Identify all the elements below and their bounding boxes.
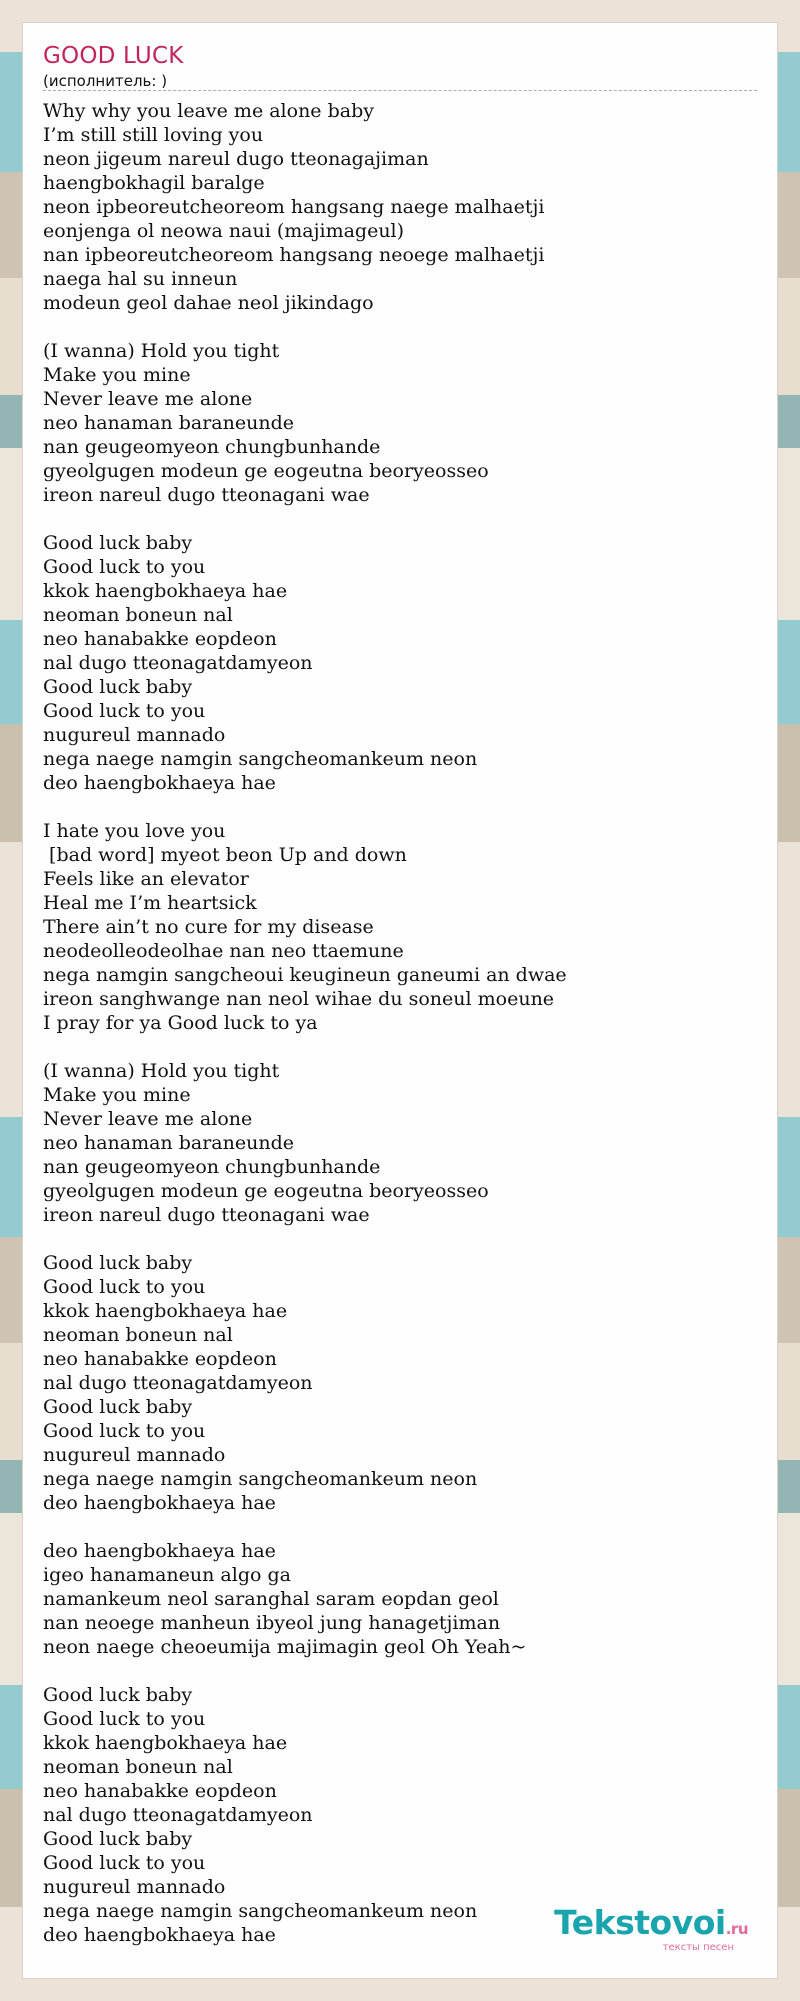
lyric-line: neon naege cheoeumija majimagin geol Oh Yeah~	[43, 1636, 527, 1658]
stanza-gap	[43, 1035, 759, 1059]
lyric-line: There ain’t no cure for my disease	[43, 916, 374, 938]
lyric-line: Make you mine	[43, 364, 191, 386]
lyric-line: deo haengbokhaeya hae	[43, 772, 276, 794]
song-artist-subtitle: (исполнитель: )	[43, 72, 168, 90]
lyric-line: kkok haengbokhaeya hae	[43, 1300, 288, 1322]
lyric-line: ireon nareul dugo tteonagani wae	[43, 484, 370, 506]
lyric-line: Good luck to you	[43, 556, 206, 578]
lyric-line: Good luck baby	[43, 1684, 193, 1706]
lyric-line: neodeolleodeolhae nan neo ttaemune	[43, 940, 404, 962]
lyric-line: [bad word] myeot beon Up and down	[43, 844, 407, 866]
lyric-line: Heal me I’m heartsick	[43, 892, 257, 914]
song-title: GOOD LUCK	[43, 43, 184, 69]
lyric-line: Good luck baby	[43, 1252, 193, 1274]
stanza-gap	[43, 315, 759, 339]
logo-name: Tekstovoi	[554, 1903, 726, 1942]
lyric-line: neon ipbeoreutcheoreom hangsang naege malhaetji	[43, 196, 545, 218]
lyric-line: Good luck to you	[43, 1852, 206, 1874]
lyric-line: deo haengbokhaeya hae	[43, 1540, 276, 1562]
lyric-line: gyeolgugen modeun ge eogeutna beoryeosseo	[43, 1180, 489, 1202]
logo-tld: .ru	[725, 1920, 748, 1938]
lyrics-body	[43, 99, 759, 1947]
lyric-line: gyeolgugen modeun ge eogeutna beoryeosseo	[43, 460, 489, 482]
lyric-line: I’m still still loving you	[43, 124, 264, 146]
lyric-line: Good luck to you	[43, 1420, 206, 1442]
lyric-line: Good luck baby	[43, 676, 193, 698]
site-logo[interactable]	[554, 1903, 748, 1953]
lyric-line: modeun geol dahae neol jikindago	[43, 292, 374, 314]
lyric-line: Never leave me alone	[43, 388, 253, 410]
lyric-line: Make you mine	[43, 1084, 191, 1106]
stanza-gap	[43, 1227, 759, 1251]
stanza-gap	[43, 1515, 759, 1539]
lyric-line: nan ipbeoreutcheoreom hangsang neoege malhaetji	[43, 244, 545, 266]
lyric-line: nan geugeomyeon chungbunhande	[43, 436, 381, 458]
lyric-line: deo haengbokhaeya hae	[43, 1492, 276, 1514]
lyric-line: neon jigeum nareul dugo tteonagajiman	[43, 148, 429, 170]
lyric-line: Good luck baby	[43, 532, 193, 554]
lyric-line: deo haengbokhaeya hae	[43, 1924, 276, 1946]
lyric-line: I hate you love you	[43, 820, 226, 842]
lyric-line: nega namgin sangcheoui keugineun ganeumi an dwae	[43, 964, 567, 986]
lyric-line: Good luck baby	[43, 1396, 193, 1418]
lyric-line: naega hal su inneun	[43, 268, 238, 290]
lyric-line: ireon sanghwange nan neol wihae du soneul moeune	[43, 988, 555, 1010]
lyric-line: neo hanabakke eopdeon	[43, 1348, 277, 1370]
lyric-line: nega naege namgin sangcheomankeum neon	[43, 1900, 478, 1922]
lyric-line: neo hanaman baraneunde	[43, 412, 294, 434]
lyric-line: nega naege namgin sangcheomankeum neon	[43, 748, 478, 770]
lyric-line: neoman boneun nal	[43, 1756, 233, 1778]
lyric-line: neo hanaman baraneunde	[43, 1132, 294, 1154]
lyric-line: nal dugo tteonagatdamyeon	[43, 1804, 313, 1826]
stanza-gap	[43, 795, 759, 819]
lyric-line: neoman boneun nal	[43, 604, 233, 626]
stanza-gap	[43, 1659, 759, 1683]
lyric-line: Good luck to you	[43, 1708, 206, 1730]
lyric-line: nugureul mannado	[43, 724, 226, 746]
lyric-line: Good luck baby	[43, 1828, 193, 1850]
lyric-line: nan geugeomyeon chungbunhande	[43, 1156, 381, 1178]
lyric-line: igeo hanamaneun algo ga	[43, 1564, 291, 1586]
lyric-line: nugureul mannado	[43, 1876, 226, 1898]
lyric-line: neo hanabakke eopdeon	[43, 1780, 277, 1802]
lyric-line: (I wanna) Hold you tight	[43, 1060, 280, 1082]
lyric-line: haengbokhagil baralge	[43, 172, 265, 194]
stanza-gap	[43, 507, 759, 531]
lyric-line: eonjenga ol neowa naui (majimageul)	[43, 220, 405, 242]
lyric-line: Good luck to you	[43, 700, 206, 722]
lyric-line: kkok haengbokhaeya hae	[43, 1732, 288, 1754]
lyric-line: Never leave me alone	[43, 1108, 253, 1130]
lyric-line: nal dugo tteonagatdamyeon	[43, 1372, 313, 1394]
lyric-line: Good luck to you	[43, 1276, 206, 1298]
lyric-line: Why why you leave me alone baby	[43, 100, 374, 122]
lyrics-card	[22, 22, 778, 1979]
lyric-line: nal dugo tteonagatdamyeon	[43, 652, 313, 674]
lyric-line: nan neoege manheun ibyeol jung hanagetjiman	[43, 1612, 501, 1634]
logo-tagline: тексты песен	[662, 1942, 734, 1953]
lyric-line: nega naege namgin sangcheomankeum neon	[43, 1468, 478, 1490]
lyric-line: namankeum neol saranghal saram eopdan geol	[43, 1588, 499, 1610]
lyric-line: ireon nareul dugo tteonagani wae	[43, 1204, 370, 1226]
lyric-line: kkok haengbokhaeya hae	[43, 580, 288, 602]
lyric-line: nugureul mannado	[43, 1444, 226, 1466]
lyric-line: neoman boneun nal	[43, 1324, 233, 1346]
lyric-line: I pray for ya Good luck to ya	[43, 1012, 318, 1034]
lyric-line: Feels like an elevator	[43, 868, 249, 890]
dashed-divider	[43, 90, 757, 91]
lyric-line: (I wanna) Hold you tight	[43, 340, 280, 362]
lyric-line: neo hanabakke eopdeon	[43, 628, 277, 650]
